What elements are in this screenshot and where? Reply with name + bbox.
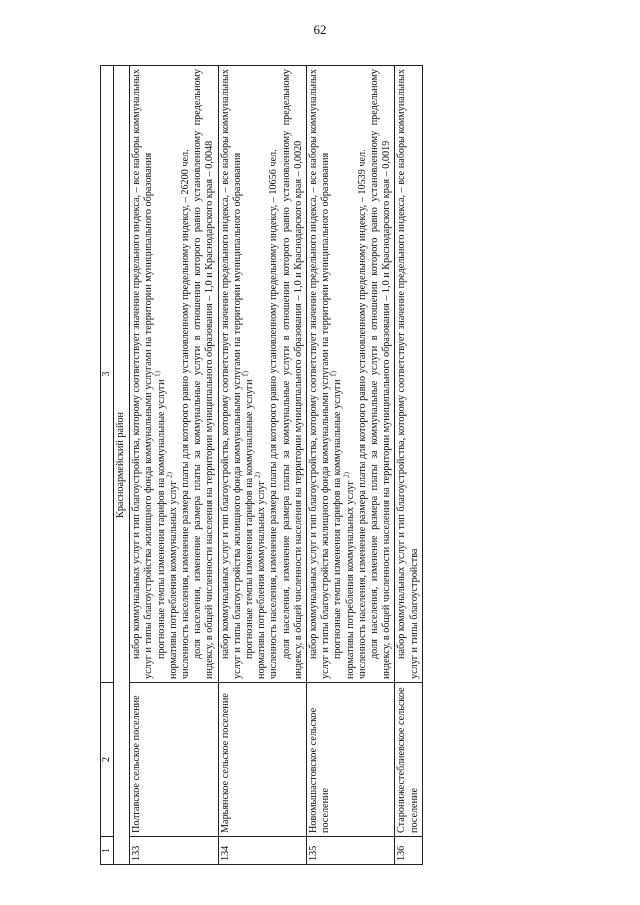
- detail-line: численность населения, изменение размера платы для которого равно установленному предельному индексу, – 10656 чел.: [268, 149, 280, 679]
- detail-line: набор коммунальных услуг и тип благоустройства, которому соответствует значение предельного индекса, – все наборы коммунальных услуг и типы благоустройства жилищного фонда коммунальными услугами на территории муниципального образования: [308, 69, 332, 679]
- page-number: 62: [313, 22, 327, 37]
- detail-line: прогнозные темпы изменения тарифов на коммунальные услуги $^{1)}$: [241, 371, 256, 659]
- detail-line: доля населения, изменение размера платы за коммунальные услуги в отношении которого равно установленному предельному индексу, в общей численности населения на территории муниципального образования – 1,0 и Краснодарского края – 0,0048: [192, 69, 216, 679]
- row-number: 136: [395, 837, 422, 865]
- row-details: [218, 66, 306, 683]
- row-number: 133: [130, 837, 218, 865]
- header-col-1: 1: [101, 837, 114, 865]
- detail-line: численность населения, изменение размера платы для которого равно установленному предельному индексу, – 26200 чел.: [180, 149, 192, 679]
- detail-line: нормативы потребления коммунальных услуг $^{2)}$: [342, 472, 356, 679]
- header-col-2: 2: [101, 683, 114, 837]
- detail-line: доля населения, изменение размера платы за коммунальные услуги в отношении которого равно установленному предельному индексу, в общей численности населения на территории муниципального образования – 1,0 и Краснодарского края – 0,0020: [280, 69, 304, 679]
- detail-line: набор коммунальных услуг и тип благоустройства, которому соответствует значение предельного индекса, – все наборы коммунальных услуг и типы благоустройства: [396, 69, 420, 679]
- row-details: [130, 66, 218, 683]
- district-title: Красноармейский район: [114, 66, 130, 865]
- table-row: [395, 66, 422, 865]
- table-row: [218, 66, 306, 865]
- table-row: [130, 66, 218, 865]
- detail-line: прогнозные темпы изменения тарифов на коммунальные услуги $^{1)}$: [153, 371, 167, 659]
- row-details: [395, 66, 422, 683]
- detail-line: нормативы потребления коммунальных услуг $^{2)}$: [253, 472, 268, 679]
- table-row: [307, 66, 395, 865]
- row-details: [307, 66, 395, 683]
- header-col-3: 3: [101, 66, 114, 683]
- row-number: 134: [218, 837, 306, 865]
- table-header-row: [101, 66, 114, 865]
- district-row: [114, 66, 130, 865]
- detail-line: доля населения, изменение размера платы за коммунальные услуги в отношении которого равно установленному предельному индексу, в общей численности населения на территории муниципального образования – 1,0 и Краснодарского края – 0,0019: [369, 69, 393, 679]
- row-number: 135: [307, 837, 395, 865]
- settlement-name: Полтавское сельское поселение: [130, 683, 218, 837]
- settlement-name: Старонижестеблиевское сельское поселение: [395, 683, 422, 837]
- detail-line: прогнозные темпы изменения тарифов на коммунальные услуги $^{1)}$: [330, 371, 344, 659]
- rotated-table-container: [100, 65, 580, 865]
- settlement-name: Новомышастовское сельское поселение: [307, 683, 395, 837]
- settlement-name: Марьянское сельское поселение: [218, 683, 306, 837]
- detail-line: набор коммунальных услуг и тип благоустройства, которому соответствует значение предельного индекса, – все наборы коммунальных услуг и типы благоустройства жилищного фонда коммунальными услугами на территории муниципального образования: [131, 69, 155, 679]
- detail-line: набор коммунальных услуг и тип благоустройства, которому соответствует значение предельного индекса, – все наборы коммунальных услуг и типы благоустройства жилищного фонда коммунальными услугами на территории муниципального образования: [219, 69, 243, 679]
- detail-line: численность населения, изменение размера платы для которого равно установленному предельному индексу, – 10539 чел.: [356, 149, 368, 679]
- data-table: [100, 65, 423, 865]
- detail-line: нормативы потребления коммунальных услуг $^{2)}$: [165, 472, 179, 679]
